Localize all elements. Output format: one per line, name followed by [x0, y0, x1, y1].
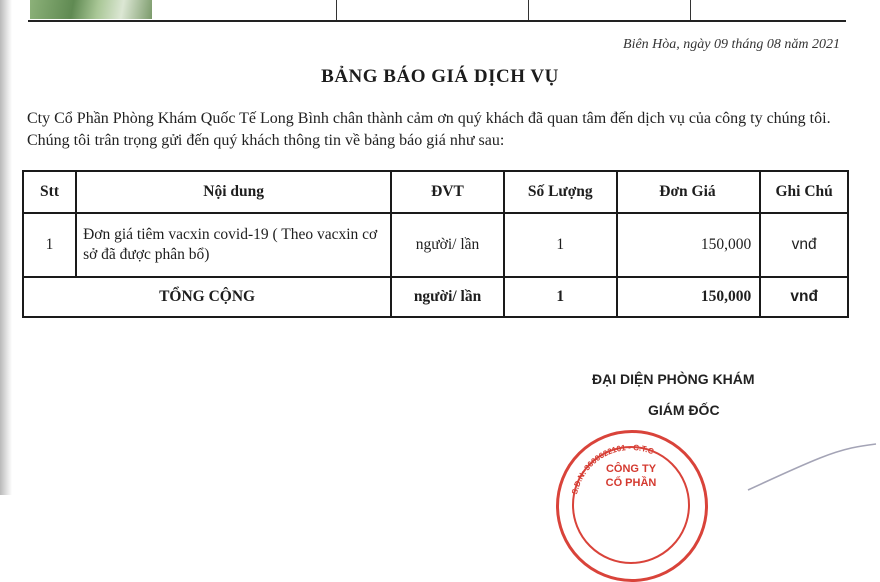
- company-seal: [556, 430, 706, 580]
- header-cell-divider: [690, 0, 691, 20]
- header-unit-price: Đơn Giá: [617, 171, 761, 213]
- cell-quantity: 1: [504, 213, 617, 277]
- header-stt: Stt: [23, 171, 76, 213]
- seal-text-line-1: CÔNG TY: [605, 463, 657, 475]
- cell-unit-price: 150,000: [617, 213, 761, 277]
- header-cell-divider: [528, 0, 529, 20]
- price-quote-table: [22, 170, 849, 318]
- clinic-photo: [30, 0, 152, 19]
- total-row: [23, 277, 848, 317]
- total-price: 150,000: [617, 277, 761, 317]
- signature-mark: [740, 440, 880, 495]
- signatory-role: GIÁM ĐỐC: [648, 402, 720, 418]
- intro-paragraph: Cty Cổ Phần Phòng Khám Quốc Tế Long Bình chân thành cảm ơn quý khách đã quan tâm đến dịch vụ của công ty chúng tôi. Chúng tôi trân trọng gửi đến quý khách thông tin về bảng báo giá như sau:: [27, 110, 831, 149]
- header-description: Nội dung: [76, 171, 391, 213]
- table-row: [23, 213, 848, 277]
- total-label: TỔNG CỘNG: [23, 277, 391, 317]
- seal-text-line-2: CỔ PHẦN: [605, 477, 657, 489]
- seal-ring-text: [556, 430, 706, 580]
- total-unit: người/ lần: [391, 277, 504, 317]
- cell-stt: 1: [23, 213, 76, 277]
- signatory-organization: ĐẠI DIỆN PHÒNG KHÁM: [592, 371, 755, 387]
- total-quantity: 1: [504, 277, 617, 317]
- table-header-row: [23, 171, 848, 213]
- cell-description: Đơn giá tiêm vacxin covid-19 ( Theo vacxin cơ sở đã được phân bổ): [76, 213, 391, 277]
- cell-note: vnđ: [760, 213, 848, 277]
- header-unit: ĐVT: [391, 171, 504, 213]
- header-note: Ghi Chú: [760, 171, 848, 213]
- document-title: BẢNG BÁO GIÁ DỊCH VỤ: [321, 66, 559, 87]
- place-date: Biên Hòa, ngày 09 tháng 08 năm 2021: [623, 37, 840, 52]
- total-note: vnđ: [760, 277, 848, 317]
- header-quantity: Số Lượng: [504, 171, 617, 213]
- header-cell-divider: [336, 0, 337, 20]
- cell-unit: người/ lần: [391, 213, 504, 277]
- seal-ring-label: S.Đ.N: 3600622161 - C.T.C: [570, 443, 655, 496]
